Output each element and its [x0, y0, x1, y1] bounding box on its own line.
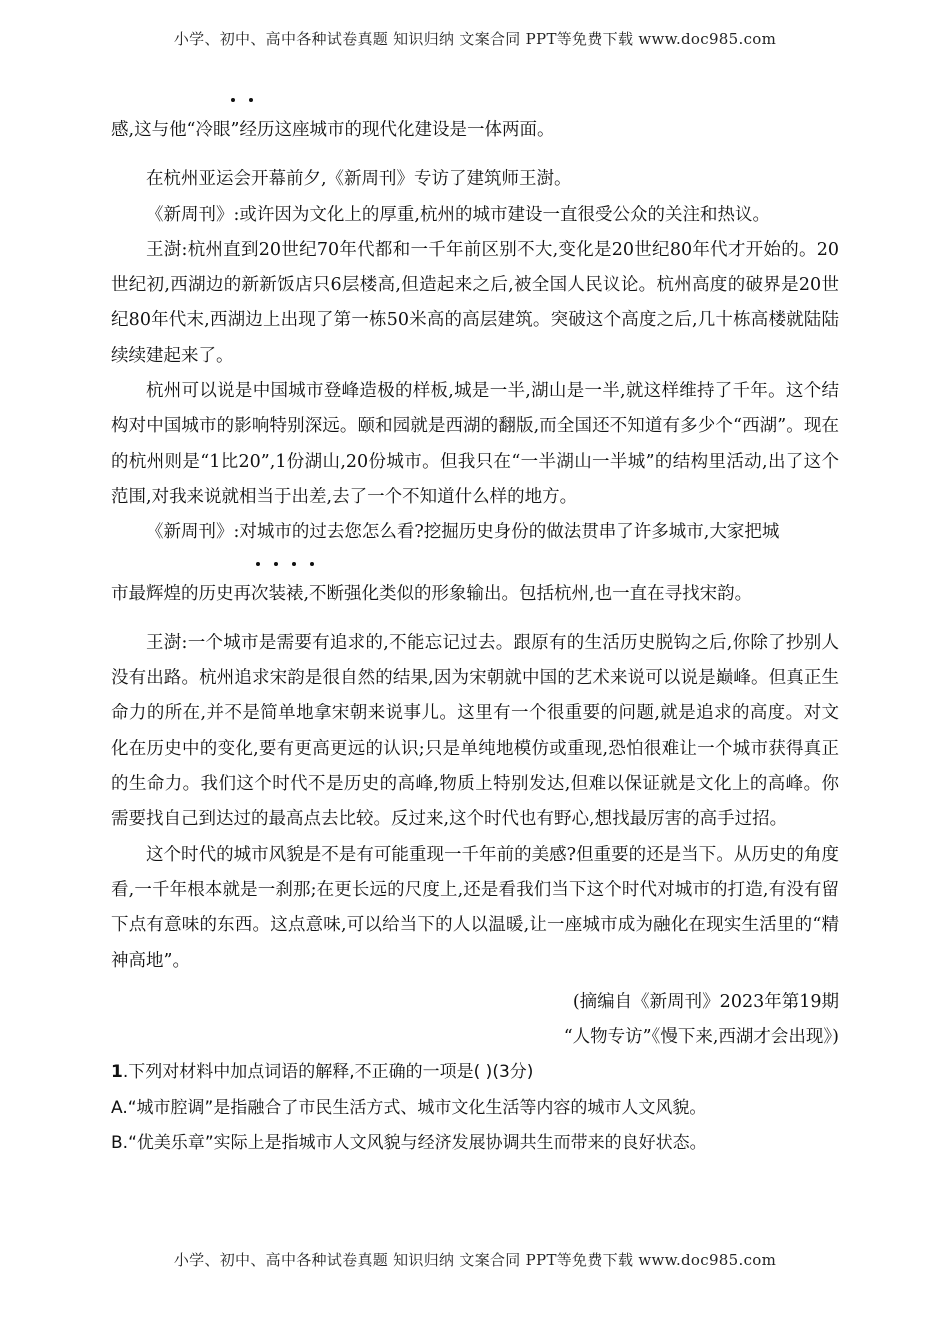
- source-line-1: (摘编自《新周刊》2023年第19期: [572, 991, 839, 1012]
- emphasis-dot: [274, 562, 278, 566]
- paragraph-5: 《新周刊》:对城市的过去您怎么看?挖掘历史身份的做法贯串了许多城市,大家把城: [146, 522, 780, 543]
- emphasis-dot: [231, 98, 235, 102]
- paragraph-3: 王澍:杭州直到20世纪70年代都和一千年前区别不大,变化是20世纪80年代才开始的。20世纪初,西湖边的新新饭店只6层楼高,但造起来之后,被全国人民议论。杭州高度的破界是20世纪80年代末,西湖边上出现了第一栋50米高的高层建筑。突破这个高度之后,几十栋高楼就陆陆续续建起来了。: [111, 239, 839, 366]
- emphasis-dot: [310, 562, 314, 566]
- emphasis-dot: [256, 562, 260, 566]
- paragraph-1: 在杭州亚运会开幕前夕,《新周刊》专访了建筑师王澍。: [146, 169, 572, 190]
- emphasis-dot: [249, 98, 253, 102]
- question-1: [111, 1055, 839, 1090]
- paragraph-0: 感,这与他“冷眼”经历这座城市的现代化建设是一体两面。: [111, 120, 555, 140]
- option-a[interactable]: A.“城市腔调”是指融合了市民生活方式、城市文化生活等内容的城市人文风貌。: [111, 1097, 707, 1118]
- emphasis-dots-lengyan: [111, 87, 411, 113]
- source-line-2: “人物专访”《慢下来,西湖才会出现》): [563, 1027, 839, 1048]
- question-stem: .下列对材料中加点词语的解释,不正确的一项是( )(3分): [122, 1062, 534, 1083]
- paragraph-2: 《新周刊》:或许因为文化上的厚重,杭州的城市建设一直很受公众的关注和热议。: [146, 204, 770, 225]
- paragraph-8: 这个时代的城市风貌是不是有可能重现一千年前的美感?但重要的还是当下。从历史的角度看,一千年根本就是一刹那;在更长远的尺度上,还是看我们当下这个时代对城市的打造,有没有留下点有意味的东西。这点意味,可以给当下的人以温暖,让一座城市成为融化在现实生活里的“精神高地”。: [111, 844, 839, 971]
- emphasis-dot: [292, 562, 296, 566]
- paragraph-4: 杭州可以说是中国城市登峰造极的样板,城是一半,湖山是一半,就这样维持了千年。这个结构对中国城市的影响特别深远。颐和园就是西湖的翻版,而全国还不知道有多少个“西湖”。现在的杭州则是“1比20”,1份湖山,20份城市。但我只在“一半湖山一半城”的结构里活动,出了这个范围,对我来说就相当于出差,去了一个不知道什么样的地方。: [111, 381, 839, 507]
- paragraph-6: 市最辉煌的历史再次装裱,不断强化类似的形象输出。包括杭州,也一直在寻找宋韵。: [111, 583, 753, 604]
- document-body: [111, 113, 839, 1161]
- emphasis-dots-zhuangbiao: [111, 551, 839, 577]
- header-banner: 小学、初中、高中各种试卷真题 知识归纳 文案合同 PPT等免费下载 www.doc985.com: [173, 30, 777, 48]
- paragraph-7: 王澍:一个城市是需要有追求的,不能忘记过去。跟原有的生活历史脱钩之后,你除了抄别人没有出路。杭州追求宋韵是很自然的结果,因为宋朝就中国的艺术来说可以说是巅峰。但真正生命力的所在,并不是简单地拿宋朝来说事儿。这里有一个很重要的问题,就是追求的高度。对文化在历史中的变化,要有更高更远的认识;只是单纯地模仿或重现,恐怕很难让一个城市获得真正的生命力。我们这个时代不是历史的高峰,物质上特别发达,但难以保证就是文化上的高峰。你需要找自己到达过的最高点去比较。反过来,这个时代也有野心,想找最厉害的高手过招。: [111, 632, 839, 830]
- question-number: 1: [111, 1062, 123, 1083]
- footer-banner: 小学、初中、高中各种试卷真题 知识归纳 文案合同 PPT等免费下载 www.doc985.com: [173, 1251, 777, 1269]
- option-b[interactable]: B.“优美乐章”实际上是指城市人文风貌与经济发展协调共生而带来的良好状态。: [111, 1133, 707, 1154]
